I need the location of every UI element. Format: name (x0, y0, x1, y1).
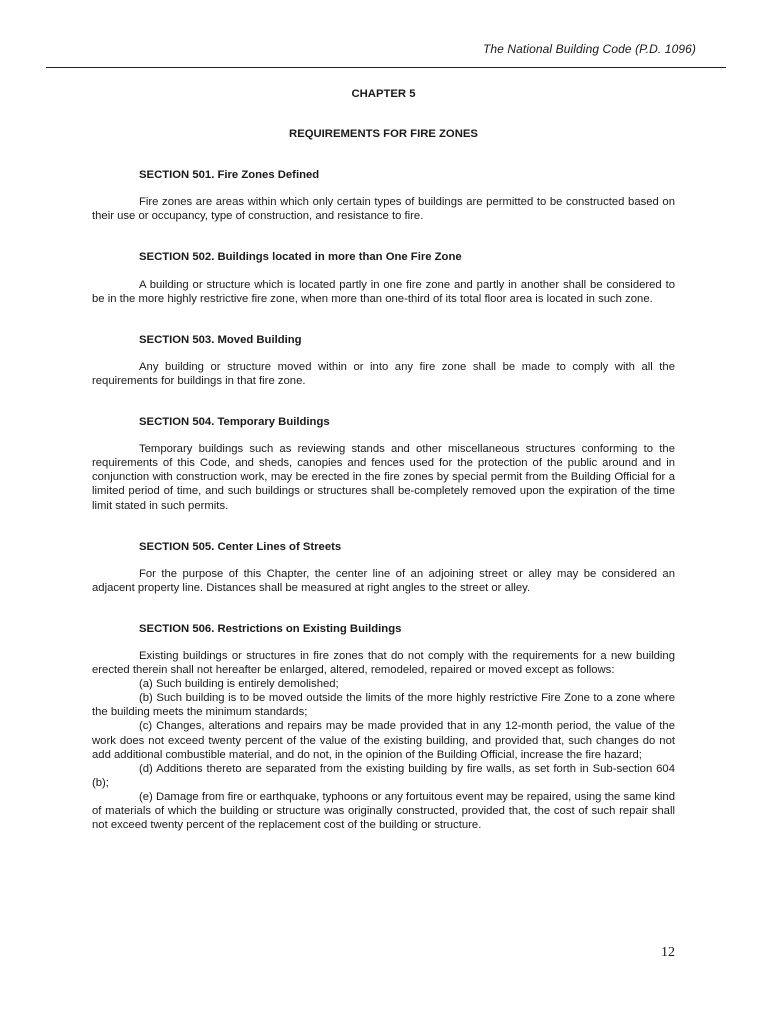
list-item: (e) Damage from fire or earthquake, typhoons or any fortuitous event may be repaired, using the same kind of materials of which the building or structure was originally constructed, provided that, the cost of such repair shall not exceed twenty percent of the replacement cost of the building or structure. (92, 790, 675, 832)
section-505 (92, 540, 675, 595)
section-501 (92, 168, 675, 223)
section-503 (92, 333, 675, 388)
list-item: (d) Additions thereto are separated from the existing building by fire walls, as set forth in Sub-section 604 (b); (92, 762, 675, 789)
header-rule (46, 67, 726, 68)
section-504 (92, 415, 675, 513)
section-heading: SECTION 503. Moved Building (139, 333, 302, 346)
section-heading: SECTION 506. Restrictions on Existing Buildings (139, 622, 402, 635)
list-item: (a) Such building is entirely demolished; (139, 678, 339, 691)
section-heading: SECTION 505. Center Lines of Streets (139, 540, 342, 553)
section-paragraph: Fire zones are areas within which only certain types of buildings are permitted to be constructed based on their use or occupancy, type of construction, and resistance to fire. (92, 196, 675, 223)
section-paragraph: Temporary buildings such as reviewing stands and other miscellaneous structures conforming to the requirements of this Code, and sheds, canopies and fences used for the protection of the public around and in conjunction with construction work, may be erected in the fire zones by special permit from the Building Official for a limited period of time, and such buildings or structures shall be-completely removed upon the expiration of the time limit stated in such permits. (92, 443, 675, 512)
section-paragraph: Any building or structure moved within or into any fire zone shall be made to comply with all the requirements for buildings in that fire zone. (92, 360, 675, 387)
section-heading: SECTION 504. Temporary Buildings (139, 416, 330, 429)
page-number: 12 (661, 945, 675, 960)
page-content (92, 87, 675, 832)
section-paragraph: A building or structure which is located partly in one fire zone and partly in another shall be considered to be in the more highly restrictive fire zone, when more than one-third of its total floor area is located in such zone. (92, 278, 675, 305)
section-502 (92, 250, 675, 305)
section-heading: SECTION 502. Buildings located in more than One Fire Zone (139, 251, 462, 264)
list-item: (c) Changes, alterations and repairs may be made provided that in any 12-month period, the value of the work does not exceed twenty percent of the value of the existing building, and provided that, such changes do not add additional combustible material, and do not, in the opinion of the Building Official, increase the fire hazard; (92, 720, 675, 761)
section-506 (92, 622, 675, 832)
list-item: (b) Such building is to be moved outside the limits of the more highly restrictive Fire Zone to a zone where the building meets the minimum standards; (92, 692, 675, 719)
chapter-title: REQUIREMENTS FOR FIRE ZONES (289, 128, 478, 141)
exception-list (92, 677, 675, 832)
section-paragraph: For the purpose of this Chapter, the center line of an adjoining street or alley may be considered an adjacent property line. Distances shall be measured at right angles to the street or alley. (92, 567, 675, 594)
chapter-number: CHAPTER 5 (351, 88, 416, 100)
section-paragraph: Existing buildings or structures in fire zones that do not comply with the requirements for a new building erected therein shall not hereafter be enlarged, altered, remodeled, repaired or moved except as follows: (92, 649, 675, 677)
running-header: The National Building Code (P.D. 1096) (482, 42, 696, 56)
section-heading: SECTION 501. Fire Zones Defined (139, 169, 320, 182)
